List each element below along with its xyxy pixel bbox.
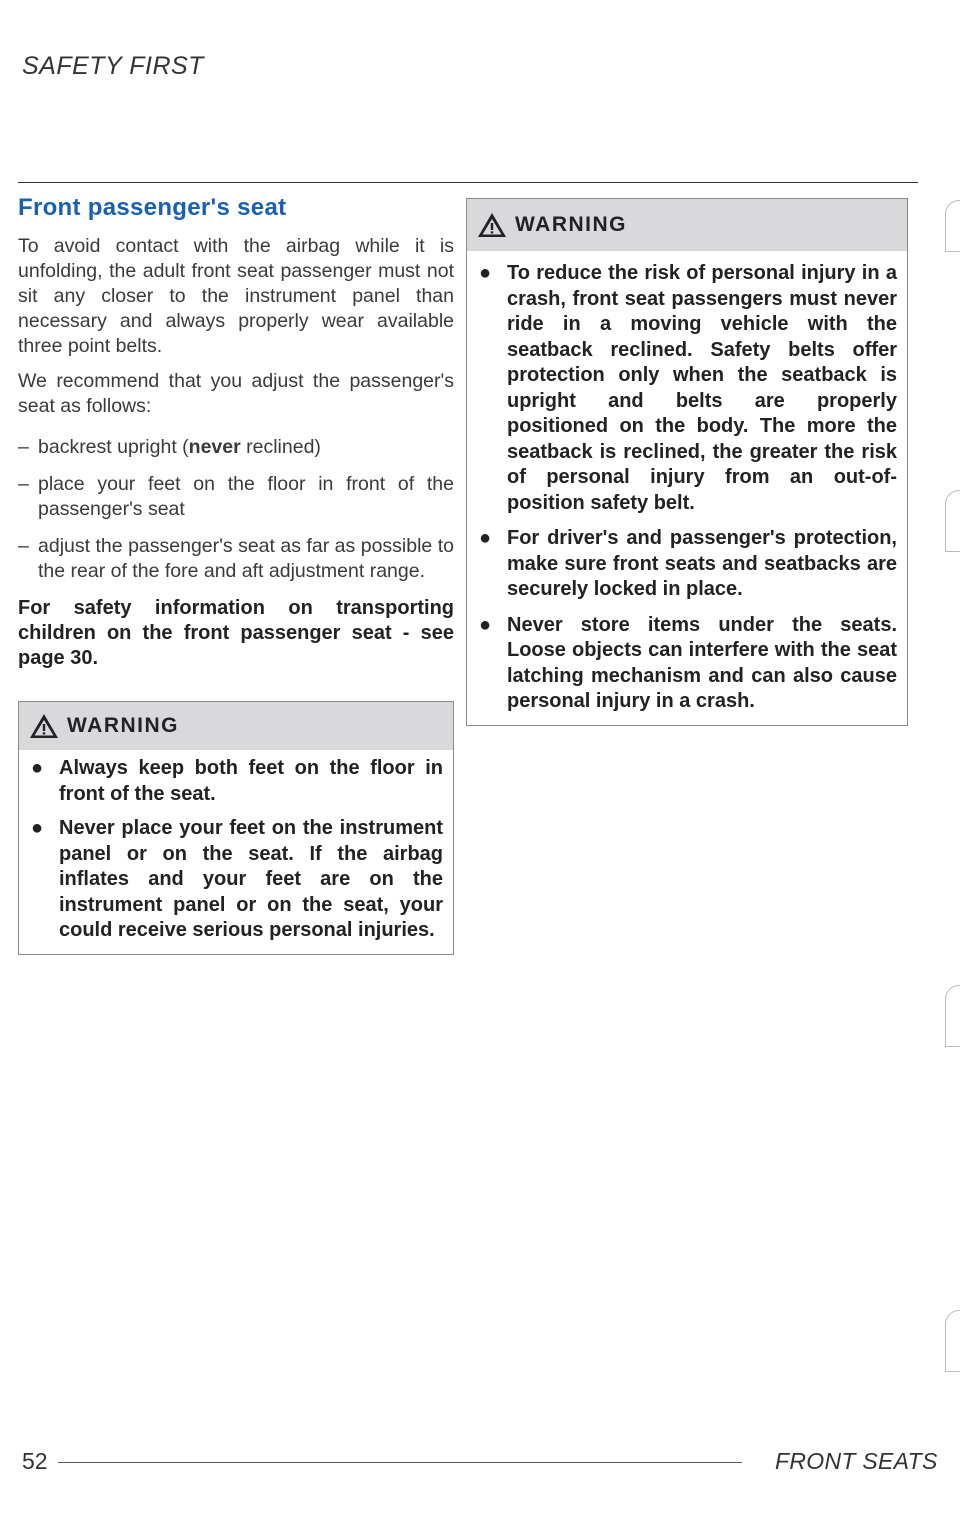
warning-item: ● For driver's and passenger's protection, make sure front seats and seatbacks are securely locked in place. — [479, 527, 897, 600]
step-backrest: – backrest upright (never reclined) — [18, 436, 321, 458]
bullet-dot-icon: ● — [31, 757, 44, 779]
warning-box-right — [466, 198, 908, 726]
warning-body — [19, 750, 453, 954]
recommend-paragraph: We recommend that you adjust the passenger's seat as follows: — [18, 370, 454, 417]
warning-item: ● Never store items under the seats. Loose objects can interfere with the seat latching mechanism and can also cause personal injury in a crash. — [479, 613, 897, 712]
warning-triangle-icon — [477, 212, 507, 238]
bullet-dot-icon: ● — [479, 613, 492, 636]
page-number: 52 — [22, 1448, 48, 1474]
warning-title: WARNING — [515, 213, 627, 236]
step-seat-position: – adjust the passenger's seat as far as possible to the rear of the fore and aft adjustment range. — [18, 535, 454, 582]
intro-paragraph: To avoid contact with the airbag while it is unfolding, the adult front seat passenger must not sit any closer to the instrument panel than necessary and always properly wear available three point belts. — [18, 235, 454, 357]
bullet-dot-icon: ● — [31, 817, 44, 839]
warning-box-left — [18, 701, 454, 955]
bullet-dot-icon: ● — [479, 527, 492, 549]
emphasis-never: never — [188, 436, 241, 458]
page-edge-mark — [945, 985, 960, 1047]
cross-reference: For safety information on transporting children on the front passenger seat - see page 30. — [18, 597, 454, 669]
dash-marker: – — [18, 535, 29, 557]
warning-item: ● Always keep both feet on the floor in front of the seat. — [31, 757, 443, 805]
warning-triangle-icon — [29, 713, 59, 739]
warning-body — [467, 251, 907, 725]
warning-title: WARNING — [67, 714, 179, 737]
right-column — [466, 198, 908, 726]
running-header: SAFETY FIRST — [22, 52, 204, 80]
step-feet: – place your feet on the floor in front of the passenger's seat — [18, 473, 454, 520]
warning-header — [19, 702, 453, 750]
warning-item: ● To reduce the risk of personal injury in a crash, front seat passengers must never ride in a moving vehicle with the seatback reclined. Safety belts offer protection only when the seatback is upright and belts are properly positioned on the body. The more the seatback is reclined, the greater the risk of personal injury from an out-of-position safety belt. — [479, 262, 897, 514]
dash-marker: – — [18, 436, 29, 458]
warning-header — [467, 199, 907, 251]
dash-marker: – — [18, 473, 29, 495]
warning-item: ● Never place your feet on the instrument panel or on the seat. If the airbag inflates and your feet are on the instrument panel or on the seat, your could receive serious personal injuries. — [31, 817, 443, 941]
adjustment-steps — [18, 435, 454, 584]
page-edge-mark — [945, 490, 960, 552]
top-divider — [18, 182, 918, 183]
page-edge-mark — [945, 200, 960, 252]
section-title: Front passenger's seat — [18, 194, 287, 221]
bullet-dot-icon: ● — [479, 262, 492, 284]
footer-section-name: FRONT SEATS — [775, 1448, 938, 1474]
left-column — [18, 192, 454, 955]
footer-divider — [58, 1462, 742, 1463]
page-edge-mark — [945, 1310, 960, 1372]
